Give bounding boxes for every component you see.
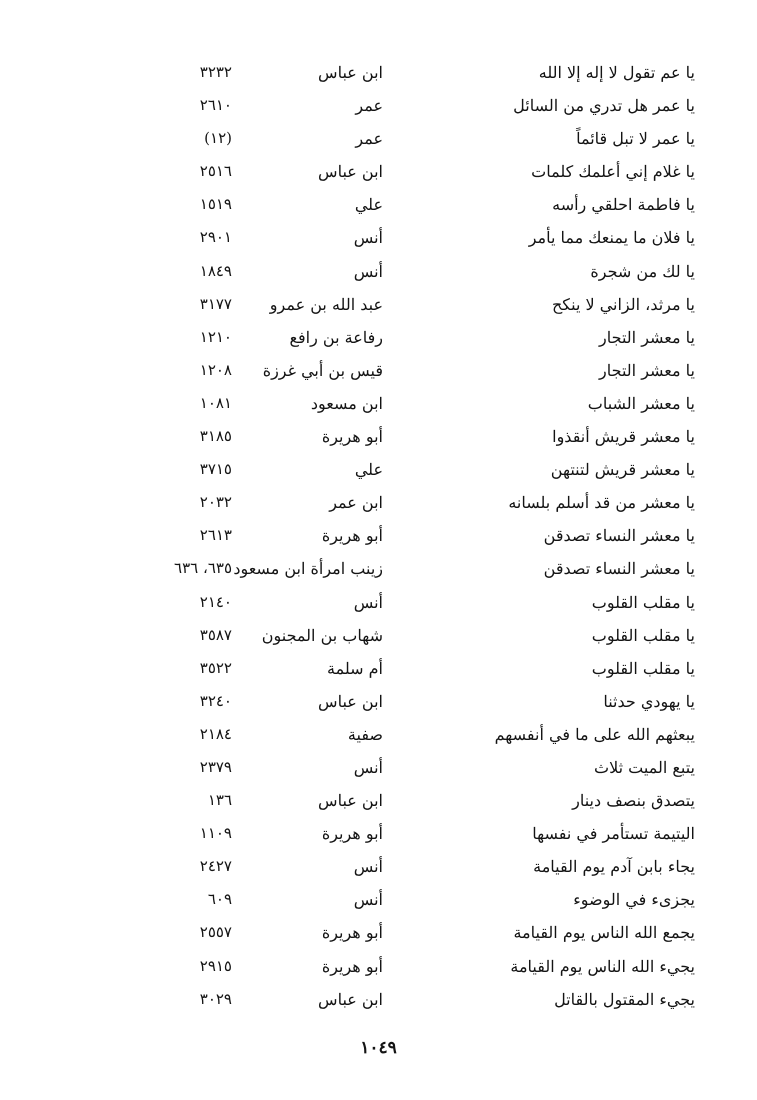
hadith-number: ٢٣٧٩ — [199, 757, 232, 776]
table-row — [0, 453, 757, 486]
hadith-text: يجاء بابن آدم يوم القيامة — [533, 857, 695, 877]
table-row — [0, 718, 757, 751]
table-row — [0, 586, 757, 619]
table-row — [0, 56, 757, 89]
hadith-text: يا معشر من قد أسلم بلسانه — [508, 493, 695, 513]
hadith-text: يا معشر التجار — [599, 327, 695, 347]
narrator-name: ابن عباس — [318, 989, 383, 1009]
table-row — [0, 784, 757, 817]
narrator-name: ابن عباس — [318, 63, 383, 82]
hadith-text: يجيء الله الناس يوم القيامة — [510, 956, 695, 976]
narrator-name: رفاعة بن رافع — [289, 327, 383, 347]
narrator-name: عمر — [355, 96, 383, 116]
hadith-text: يا يهودي حدثنا — [603, 691, 695, 711]
hadith-number: ٢٤٢٧ — [199, 857, 232, 876]
hadith-text: يجيء المقتول بالقاتل — [554, 989, 695, 1009]
hadith-text: يا عم تقول لا إله إلا الله — [538, 63, 695, 82]
hadith-number: ١٢٠٨ — [199, 360, 232, 379]
table-row — [0, 983, 757, 1016]
table-row — [0, 188, 757, 221]
narrator-name: أبو هريرة — [321, 824, 383, 844]
hadith-number: ١١٠٩ — [199, 824, 232, 843]
narrator-name: علي — [354, 460, 383, 480]
hadith-number: ٢١٨٤ — [199, 724, 232, 743]
hadith-text: يا فلان ما يمنعك مما يأمر — [528, 228, 695, 248]
narrator-name: أبو هريرة — [321, 923, 383, 943]
table-row — [0, 883, 757, 916]
narrator-name: أبو هريرة — [321, 956, 383, 976]
hadith-text: يجمع الله الناس يوم القيامة — [513, 923, 695, 943]
hadith-text: يا لك من شجرة — [590, 261, 695, 281]
table-row — [0, 652, 757, 685]
table-row — [0, 221, 757, 254]
table-row — [0, 619, 757, 652]
table-row — [0, 255, 757, 288]
hadith-number: ٢١٤٠ — [199, 592, 232, 611]
page-number: ١٠٤٩ — [360, 1038, 397, 1058]
hadith-text: يبعثهم الله على ما في أنفسهم — [494, 724, 695, 744]
narrator-name: أنس — [353, 857, 383, 877]
table-row — [0, 552, 757, 585]
hadith-text: اليتيمة تستأمر في نفسها — [532, 824, 695, 844]
hadith-text: يا مقلب القلوب — [591, 592, 695, 612]
table-row — [0, 288, 757, 321]
hadith-number: ٣٢٤٠ — [199, 691, 232, 710]
narrator-name: شهاب بن المجنون — [261, 625, 383, 645]
narrator-name: أنس — [353, 261, 383, 281]
table-row — [0, 916, 757, 949]
narrator-name: ابن عباس — [318, 691, 383, 711]
hadith-number: ٣١٨٥ — [199, 427, 232, 446]
narrator-name: عمر — [355, 129, 383, 149]
hadith-text: يا فاطمة احلقي رأسه — [552, 195, 695, 215]
table-row — [0, 387, 757, 420]
hadith-number: ٣٥٨٧ — [199, 625, 232, 644]
table-row — [0, 155, 757, 188]
table-row — [0, 817, 757, 850]
hadith-text: يا معشر النساء تصدقن — [543, 526, 695, 546]
hadith-text: يا معشر الشباب — [587, 393, 695, 413]
hadith-number: (١٢) — [204, 129, 232, 148]
table-row — [0, 89, 757, 122]
table-row — [0, 519, 757, 552]
narrator-name: أنس — [353, 228, 383, 248]
hadith-number: ٢٦١٣ — [199, 526, 232, 545]
narrator-name: أم سلمة — [327, 658, 383, 678]
narrator-name: قيس بن أبي غرزة — [262, 360, 383, 380]
hadith-number: ٢٩١٥ — [199, 956, 232, 975]
table-row — [0, 950, 757, 983]
hadith-number: ٦٣٥، ٦٣٦ — [174, 559, 232, 578]
hadith-text: يجزىء في الوضوء — [573, 890, 695, 910]
hadith-number: ٢٩٠١ — [199, 228, 232, 247]
table-row — [0, 486, 757, 519]
hadith-number: ١٣٦ — [207, 791, 232, 810]
narrator-name: أنس — [353, 592, 383, 612]
table-row — [0, 321, 757, 354]
hadith-number: ١٠٨١ — [199, 393, 232, 412]
table-row — [0, 122, 757, 155]
table-row — [0, 685, 757, 718]
hadith-number: ٣٠٢٩ — [199, 989, 232, 1008]
table-row — [0, 420, 757, 453]
narrator-name: عبد الله بن عمرو — [269, 294, 383, 314]
narrator-name: ابن مسعود — [310, 393, 383, 413]
narrator-name: أبو هريرة — [321, 526, 383, 546]
hadith-number: ٢٦١٠ — [199, 96, 232, 115]
hadith-text: يا عمر لا تبل قائماً — [576, 129, 695, 149]
hadith-number: ١٢١٠ — [199, 327, 232, 346]
hadith-number: ٣١٧٧ — [199, 294, 232, 313]
hadith-number: ١٨٤٩ — [199, 261, 232, 280]
narrator-name: ابن عباس — [318, 162, 383, 182]
hadith-number: ٢٠٣٢ — [199, 493, 232, 512]
hadith-index-table — [0, 56, 757, 1016]
narrator-name: ابن عباس — [318, 791, 383, 811]
hadith-text: يتصدق بنصف دينار — [572, 791, 695, 811]
hadith-number: ٣٧١٥ — [199, 460, 232, 479]
narrator-name: ابن عمر — [329, 493, 383, 513]
hadith-text: يا معشر قريش أنقذوا — [552, 427, 695, 447]
hadith-text: يا مقلب القلوب — [591, 625, 695, 645]
narrator-name: أنس — [353, 757, 383, 777]
narrator-name: علي — [354, 195, 383, 215]
hadith-text: يا مقلب القلوب — [591, 658, 695, 678]
narrator-name: أبو هريرة — [321, 427, 383, 447]
hadith-text: يا معشر النساء تصدقن — [543, 559, 695, 579]
hadith-number: ٢٥١٦ — [199, 162, 232, 181]
table-row — [0, 751, 757, 784]
hadith-number: ٢٥٥٧ — [199, 923, 232, 942]
table-row — [0, 354, 757, 387]
hadith-number: ٦٠٩ — [207, 890, 232, 909]
hadith-text: يا معشر قريش لتنتهن — [550, 460, 695, 480]
narrator-name: زينب امرأة ابن مسعود — [233, 559, 383, 579]
hadith-text: يا مرثد، الزاني لا ينكح — [551, 294, 695, 314]
table-row — [0, 850, 757, 883]
hadith-number: ١٥١٩ — [199, 195, 232, 214]
hadith-text: يا غلام إني أعلمك كلمات — [531, 162, 695, 182]
hadith-text: يتبع الميت ثلاث — [594, 757, 695, 777]
hadith-number: ٣٥٢٢ — [199, 658, 232, 677]
narrator-name: أنس — [353, 890, 383, 910]
hadith-text: يا عمر هل تدري من السائل — [513, 96, 695, 116]
hadith-text: يا معشر التجار — [599, 360, 695, 380]
hadith-number: ٣٢٣٢ — [199, 63, 232, 81]
narrator-name: صفية — [347, 724, 383, 744]
